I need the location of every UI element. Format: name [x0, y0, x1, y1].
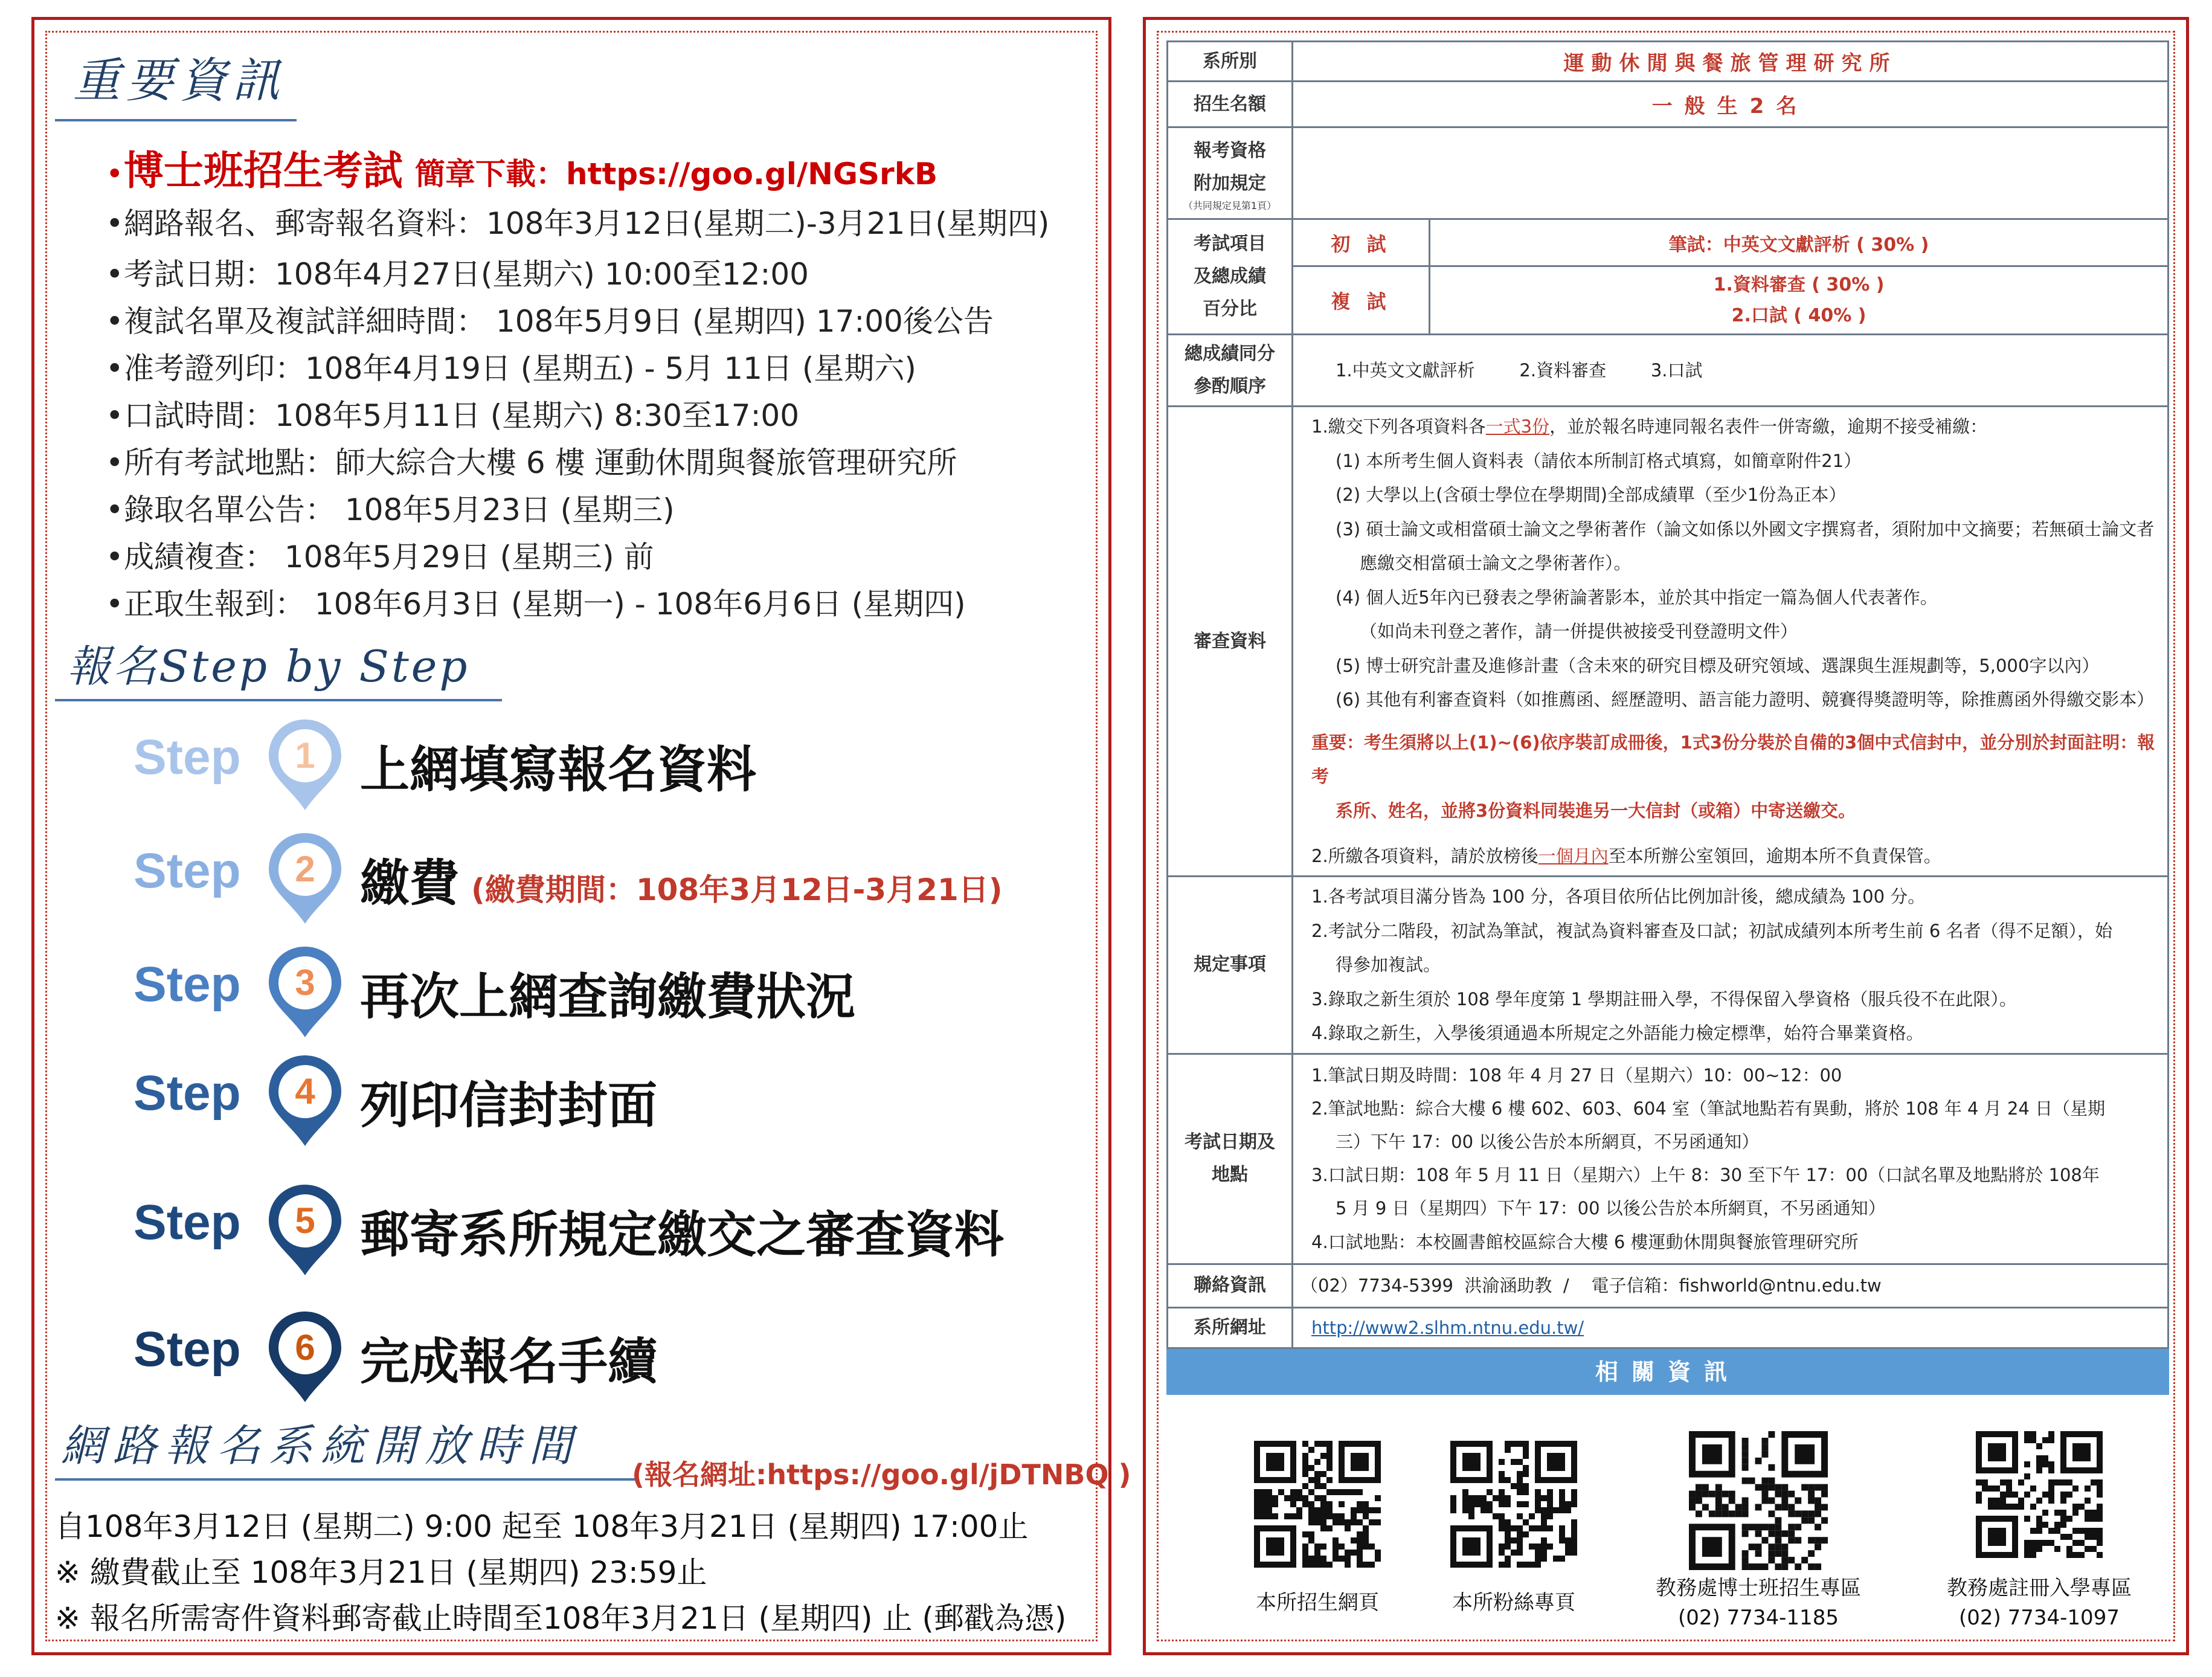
rule-item: 4.錄取之新生，入學後須通過本所規定之外語能力檢定標準，始符合畢業資格。 — [1311, 1023, 1924, 1044]
step-4 — [133, 1053, 1100, 1150]
svg-text:4: 4 — [295, 1071, 315, 1112]
text-part: 1.繳交下列各項資料各 — [1311, 416, 1486, 437]
step-5 — [133, 1182, 1100, 1279]
step-word: Step — [133, 1195, 241, 1250]
rule-item: 2.考試分二階段，初試為筆試，複試為資料審查及口試；初試成績列本所考生前 6 名者（得不足額），始 — [1311, 920, 2113, 941]
website-link[interactable]: http://www2.slhm.ntnu.edu.tw/ — [1293, 1307, 2169, 1348]
location-pin-icon — [266, 1182, 344, 1278]
dates-value — [1293, 1054, 2169, 1264]
date-item: 2.筆試地點：綜合大樓 6 樓 602、603、604 室（筆試地點若有異動，將於 108 年 4 月 24 日（星期 — [1311, 1098, 2106, 1119]
location-pin-icon — [266, 1053, 344, 1148]
right-panel — [1143, 17, 2189, 1655]
rule-item: 1.各考試項目滿分皆為 100 分，各項目依所佔比例加計後，總成績為 100 分。 — [1311, 886, 1926, 907]
label-line: 總成績同分 — [1185, 343, 1275, 364]
review-item: (5) 博士研究計畫及進修計畫（含未來的研究目標及研究領域、選課與生涯規劃等，5,000字以內） — [1336, 655, 2100, 676]
payment-deadline-line: ※ 繳費截止至 108年3月21日 (星期四) 23:59止 — [55, 1555, 707, 1590]
contact-label: 聯絡資訊 — [1168, 1264, 1293, 1307]
title-underline — [55, 119, 297, 121]
second-round-label: 複 試 — [1293, 266, 1430, 335]
table-row — [1168, 82, 2169, 127]
table-row — [1168, 127, 2169, 219]
bullet-text: 所有考試地點：師大綜合大樓 6 樓 運動休閒與餐旅管理研究所 — [124, 445, 957, 480]
contact-value: （02）7734-5399 洪渝涵助教 / 電子信箱：fishworld@ntnu.edu.tw — [1293, 1264, 2169, 1307]
review-item: (2) 大學以上(含碩士學位在學期間)全部成績單（至少1份為正本） — [1336, 484, 1847, 506]
info-bullet: •正取生報到： 108年6月3日 (星期一) - 108年6月6日 (星期四) — [106, 587, 966, 622]
admission-info-table — [1166, 40, 2169, 1349]
rule-item: 3.錄取之新生須於 108 學年度第 1 學期註冊入學，不得保留入學資格（服兵役不在此限）。 — [1311, 988, 2017, 1009]
rules-label: 規定事項 — [1168, 877, 1293, 1054]
tiebreak-label — [1168, 335, 1293, 407]
left-content — [55, 40, 1131, 1636]
bullet-text: 複試名單及複試詳細時間： 108年5月9日 (星期四) 17:00後公告 — [124, 304, 994, 339]
label-line: 附加規定 — [1194, 172, 1266, 194]
brochure-download-link[interactable]: 簡章下載：https://goo.gl/NGSrkB — [415, 156, 938, 192]
related-info-header: 相關資訊 — [1166, 1349, 2169, 1395]
first-round-label: 初 試 — [1293, 219, 1430, 266]
label-line: 參酌順序 — [1194, 376, 1266, 397]
date-item-cont: 5 月 9 日（星期四）下午 17：00 以後公告於本所網頁，不另函通知） — [1336, 1198, 1886, 1219]
label-note: （共同規定見第1頁） — [1183, 199, 1277, 211]
dept-label: 系所別 — [1168, 42, 1293, 82]
location-pin-icon — [266, 717, 344, 813]
info-bullet: •網路報名、郵寄報名資料：108年3月12日(星期二)-3月21日(星期四) — [106, 206, 1050, 241]
title-underline — [55, 1478, 635, 1481]
review-item: (6) 其他有利審查資料（如推薦函、經歷證明、語言能力證明、競賽得獎證明等，除推薦函外得繳交影本） — [1336, 689, 2155, 710]
table-row — [1168, 1264, 2169, 1307]
second-round-item: 2.口試 ( 40% ) — [1731, 305, 1866, 326]
rules-value — [1293, 877, 2169, 1054]
exam-items-label — [1168, 219, 1293, 335]
bullet-text: 網路報名、郵寄報名資料：108年3月12日(星期二)-3月21日(星期四) — [124, 206, 1050, 241]
right-content — [1166, 40, 2165, 1632]
bullet-text: 正取生報到： 108年6月3日 (星期一) - 108年6月6日 (星期四) — [124, 587, 966, 622]
date-item: 3.口試日期：108 年 5 月 11 日（星期六）上午 8：30 至下午 17：00（口試名單及地點將於 108年 — [1311, 1165, 2100, 1186]
left-panel — [31, 17, 1131, 1655]
bullet-text: 考試日期：108年4月27日(星期六) 10:00至12:00 — [124, 257, 809, 292]
qr-code-icon[interactable] — [1689, 1431, 1828, 1570]
date-item: 4.口試地點：本校圖書館校區綜合大樓 6 樓運動休閒與餐旅管理研究所 — [1311, 1231, 1859, 1252]
date-item: 1.筆試日期及時間：108 年 4 月 27 日（星期六）10：00~12：00 — [1311, 1065, 1842, 1086]
step-3 — [133, 944, 1100, 1041]
label-line: 考試日期及 — [1185, 1131, 1275, 1153]
step-word: Step — [133, 1322, 241, 1377]
quota-value: 一般生2名 — [1293, 82, 2169, 127]
location-pin-icon — [266, 944, 344, 1040]
tiebreak-value: 1.中英文文獻評析 2.資料審查 3.口試 — [1293, 335, 2169, 407]
important-note: 重要：考生須將以上(1)~(6)依序裝訂成冊後，1式3份分裝於自備的3個中式信封中，並分別於封面註明：報考 — [1311, 732, 2155, 787]
review-label: 審查資料 — [1168, 407, 1293, 877]
text-part: 至本所辦公室領回，逾期本所不負責保管。 — [1608, 845, 1941, 866]
review-item-cont: （如尚未刊登之著作，請一併提供被接受刊登證明文件） — [1360, 621, 1798, 642]
qr-label — [1912, 1574, 2166, 1634]
table-row — [1168, 407, 2169, 877]
table-row — [1168, 877, 2169, 1054]
step-word: Step — [133, 1066, 241, 1121]
review-item: (1) 本所考生個人資料表（請依本所制訂格式填寫，如簡章附件21） — [1336, 450, 1862, 471]
open-time-line: 自108年3月12日 (星期二) 9:00 起至 108年3月21日 (星期四) 17:00止 — [55, 1509, 1029, 1544]
bullet-text: 錄取名單公告： 108年5月23日 (星期三) — [124, 492, 675, 527]
label-line: 百分比 — [1203, 298, 1257, 320]
doctoral-exam-title: 博士班招生考試 — [124, 147, 403, 194]
info-bullet: •所有考試地點：師大綜合大樓 6 樓 運動休閒與餐旅管理研究所 — [106, 445, 957, 480]
dates-label — [1168, 1054, 1293, 1264]
important-note: 系所、姓名，並將3份資料同裝進另一大信封（或箱）中寄送繳交。 — [1336, 800, 1856, 822]
rule-item-cont: 得參加複試。 — [1336, 954, 1441, 976]
location-pin-icon — [266, 831, 344, 926]
qualification-label — [1168, 127, 1293, 219]
bullet-text: 成績複查： 108年5月29日 (星期三) 前 — [124, 539, 654, 575]
table-row — [1168, 266, 2169, 335]
info-bullet: •成績複查： 108年5月29日 (星期三) 前 — [106, 539, 654, 575]
title-underline — [55, 699, 502, 701]
qr-phone: (02) 7734-1097 — [1959, 1606, 2120, 1630]
step-text: 列印信封封面 — [360, 1077, 658, 1135]
label-line: 報考資格 — [1194, 140, 1266, 161]
step-2 — [133, 831, 1100, 927]
qr-code-icon[interactable] — [1976, 1431, 2103, 1558]
review-item: (3) 碩士論文或相當碩士論文之學術著作（論文如係以外國文字撰寫者，須附加中文摘要；若無碩士論文者 — [1336, 518, 2155, 539]
table-row — [1168, 335, 2169, 407]
steps-title: 報名Step by Step — [67, 641, 470, 692]
step-6 — [133, 1309, 1100, 1406]
step-text: 郵寄系所規定繳交之審查資料 — [360, 1206, 1005, 1264]
step-word: Step — [133, 957, 241, 1012]
svg-text:6: 6 — [295, 1327, 315, 1368]
qr-label-text: 本所招生網頁 — [1256, 1591, 1379, 1615]
step-1 — [133, 717, 1100, 814]
doctoral-exam-bullet: •博士班招生考試 簡章下載：https://goo.gl/NGSrkB — [106, 147, 938, 194]
step-text: 再次上網查詢繳費狀況 — [360, 968, 856, 1026]
step-note: (繳費期間：108年3月12日-3月21日) — [471, 872, 1003, 907]
label-line: 及總成績 — [1194, 266, 1266, 287]
qr-label — [1632, 1574, 1885, 1634]
svg-text:2: 2 — [295, 849, 315, 889]
svg-text:5: 5 — [295, 1200, 315, 1241]
bullet-text: 准考證列印：108年4月19日 (星期五) - 5月 11日 (星期六) — [124, 351, 916, 386]
table-row — [1168, 42, 2169, 82]
date-item-cont: 三）下午 17：00 以後公告於本所網頁，不另函通知） — [1336, 1131, 1760, 1153]
step-word: Step — [133, 843, 241, 898]
qr-code-icon[interactable] — [1450, 1441, 1577, 1568]
label-line: 地點 — [1212, 1164, 1248, 1186]
location-pin-icon — [266, 1309, 344, 1405]
qr-phone: (02) 7734-1185 — [1678, 1606, 1839, 1630]
bullet-text: 口試時間：108年5月11日 (星期六) 8:30至17:00 — [124, 398, 800, 433]
info-bullet: •考試日期：108年4月27日(星期六) 10:00至12:00 — [106, 257, 809, 292]
mail-deadline-line: ※ 報名所需寄件資料郵寄截止時間至108年3月21日 (星期四) 止 (郵戳為憑) — [55, 1601, 1067, 1636]
text-part: 2.所繳各項資料，請於放榜後 — [1311, 845, 1538, 866]
label-line: 考試項目 — [1194, 233, 1266, 254]
svg-text:3: 3 — [295, 962, 315, 1003]
first-round-value: 筆試：中英文文獻評析 ( 30% ) — [1430, 219, 2169, 266]
qr-label-text: 本所粉絲專頁 — [1452, 1591, 1575, 1615]
info-bullet: •複試名單及複試詳細時間： 108年5月9日 (星期四) 17:00後公告 — [106, 304, 994, 339]
step-word: Step — [133, 730, 241, 785]
qr-label-text: 教務處註冊入學專區 — [1947, 1576, 2132, 1600]
registration-url-link[interactable]: (報名網址:https://goo.gl/jDTNBQ ) — [632, 1458, 1131, 1491]
svg-text:1: 1 — [295, 735, 315, 776]
qr-label — [1387, 1588, 1641, 1618]
table-row — [1168, 1307, 2169, 1348]
step-text: 完成報名手續 — [360, 1333, 658, 1391]
qualification-value — [1293, 127, 2169, 219]
text-part: ，並於報名時連同報名表件一併寄繳，逾期不接受補繳： — [1549, 416, 1988, 437]
step-text: 繳費 — [360, 855, 460, 912]
important-info-title: 重要資訊 — [73, 54, 286, 108]
quota-label: 招生名額 — [1168, 82, 1293, 127]
highlight-text: 一式3份 — [1485, 416, 1550, 437]
open-time-title: 網路報名系統開放時間 — [61, 1420, 581, 1471]
second-round-value — [1430, 266, 2169, 335]
step-text: 上網填寫報名資料 — [360, 741, 757, 799]
table-row — [1168, 1054, 2169, 1264]
review-intro — [1311, 410, 2160, 444]
review-return-note — [1311, 839, 2160, 874]
table-row — [1168, 219, 2169, 266]
review-item: (4) 個人近5年內已發表之學術論著影本，並於其中指定一篇為個人代表著作。 — [1336, 587, 1938, 608]
highlight-text: 一個月內 — [1538, 845, 1609, 866]
info-bullet: •准考證列印：108年4月19日 (星期五) - 5月 11日 (星期六) — [106, 351, 916, 386]
qr-code-icon[interactable] — [1254, 1441, 1381, 1568]
qr-label-text: 教務處博士班招生專區 — [1656, 1576, 1861, 1600]
info-bullet: •口試時間：108年5月11日 (星期六) 8:30至17:00 — [106, 398, 800, 433]
info-bullet: •錄取名單公告： 108年5月23日 (星期三) — [106, 492, 675, 527]
dept-value: 運動休閒與餐旅管理研究所 — [1293, 42, 2169, 82]
website-label: 系所網址 — [1168, 1307, 1293, 1348]
review-item-cont: 應繳交相當碩士論文之學術著作）。 — [1360, 553, 1632, 574]
review-value — [1293, 407, 2169, 877]
second-round-item: 1.資料審查 ( 30% ) — [1713, 274, 1885, 295]
